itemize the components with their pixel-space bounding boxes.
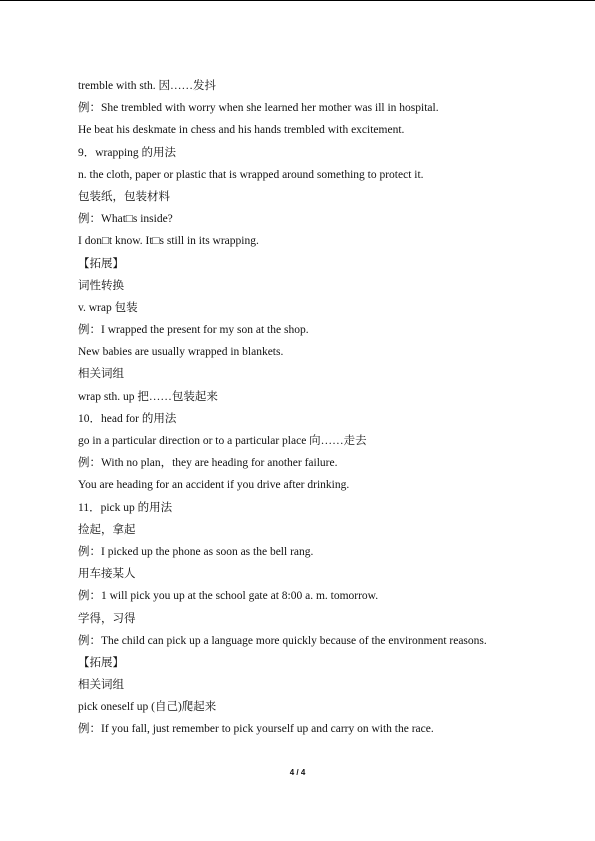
page-number: 4 / 4 [289,768,306,777]
subheading-related-phrases: 相关词组 [78,368,124,381]
example-line: You are heading for an accident if you drive after drinking. [78,479,350,492]
example-line: New babies are usually wrapped in blankets. [78,346,284,359]
example-line: 例：If you fall, just remember to pick yourself up and carry on with the race. [78,723,434,736]
text-line: pick oneself up (自己)爬起来 [78,701,217,714]
example-line: He beat his deskmate in chess and his hands trembled with excitement. [78,124,405,137]
section-heading-head-for: 10．head for 的用法 [78,412,177,425]
definition-line: go in a particular direction or to a particular place 向……走去 [78,435,367,447]
example-line: 例：What□s inside? [78,213,173,226]
example-line: 例：I wrapped the present for my son at the shop. [78,324,309,337]
translation-line: 包装纸，包装材料 [78,190,170,203]
example-line: 例：1 will pick you up at the school gate at 8:00 a. m. tomorrow. [78,590,379,603]
definition-line: n. the cloth, paper or plastic that is wrapped around something to protect it. [78,168,424,181]
text-line: v. wrap 包装 [78,301,138,314]
translation-line: 捡起，拿起 [78,523,136,536]
example-line: 例：With no plan，they are heading for another failure. [78,457,338,470]
subheading-part-of-speech: 词性转换 [78,279,124,292]
extension-heading: 【拓展】 [78,257,124,270]
section-heading-pick-up: 11．pick up 的用法 [78,501,173,514]
top-border-line [0,0,595,1]
example-line: 例：The child can pick up a language more quickly because of the environment reasons. [78,634,487,647]
extension-heading: 【拓展】 [78,656,124,669]
section-heading-wrapping: 9．wrapping 的用法 [78,146,177,159]
text-line: wrap sth. up 把……包装起来 [78,390,218,403]
document-body [78,79,538,745]
example-line: 例：She trembled with worry when she learned her mother was ill in hospital. [78,102,439,115]
subheading-related-phrases: 相关词组 [78,679,124,692]
translation-line: 用车接某人 [78,568,136,581]
example-line: I don□t know. It□s still in its wrapping. [78,235,259,248]
text-line: tremble with sth. 因……发抖 [78,80,216,92]
translation-line: 学得，习得 [78,612,136,625]
example-line: 例：I picked up the phone as soon as the bell rang. [78,545,314,558]
